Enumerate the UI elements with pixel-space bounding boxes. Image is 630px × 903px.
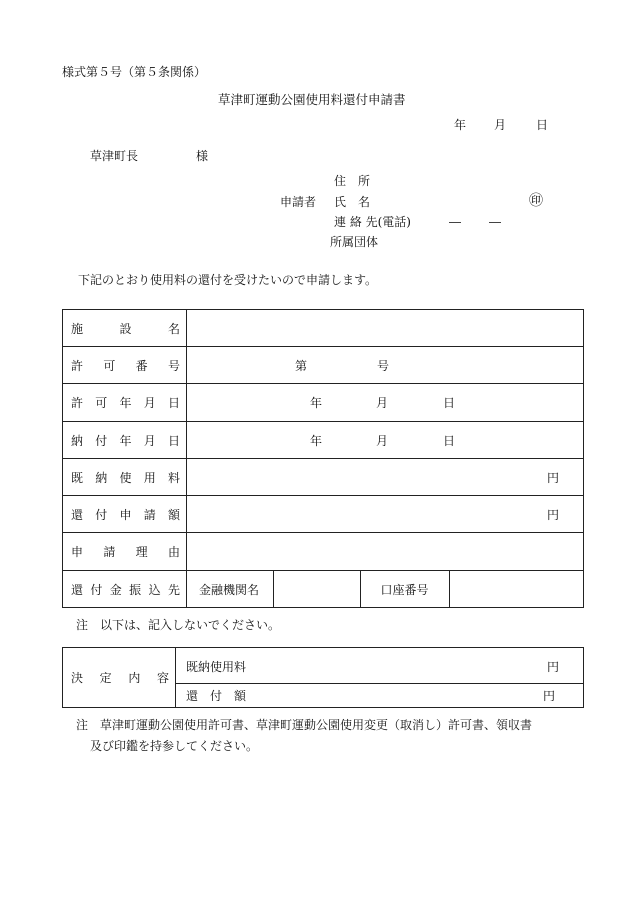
bank-name-field[interactable]: [273, 571, 360, 608]
account-number-field[interactable]: [449, 571, 583, 608]
decision-table: [62, 647, 584, 708]
row-permit-date: [63, 384, 583, 422]
note-do-not-fill: 注 以下は、記入しないでください。: [76, 618, 281, 632]
organization-label: 所属団体: [330, 235, 379, 249]
decision-paid-fee-label: 既納使用料: [186, 660, 247, 674]
row-refund-amount: [63, 496, 583, 533]
note-documents-line-2: 及び印鑑を持参してください。: [90, 739, 259, 753]
address-label: 住 所: [334, 174, 371, 188]
facility-name-label: 施 設 名: [63, 310, 187, 346]
decision-refund-unit: 円: [543, 689, 556, 703]
facility-name-field[interactable]: [187, 310, 583, 346]
applicant-label: 申請者: [280, 195, 317, 209]
permit-date-label: 許 可 年 月 日: [63, 384, 187, 421]
decision-paid-fee-unit: 円: [547, 660, 560, 674]
date-year: 年: [454, 118, 467, 132]
refund-amount-label: 還 付 申 請 額: [63, 496, 187, 532]
row-paid-fee: [63, 459, 583, 496]
payment-date-label: 納 付 年 月 日: [63, 422, 187, 458]
form-number: 様式第５号（第５条関係）: [62, 65, 207, 79]
date-month: 月: [494, 118, 507, 132]
permit-number-field[interactable]: 第 号: [295, 359, 390, 373]
row-facility-name: [63, 310, 583, 347]
permit-number-label: 許 可 番 号: [63, 347, 187, 383]
decision-label: 決 定 内 容: [63, 648, 176, 707]
intro-text: 下記のとおり使用料の還付を受けたいので申請します。: [78, 273, 378, 287]
reason-label: 申 請 理 由: [63, 533, 187, 570]
contact-dash-1: ―: [449, 215, 461, 229]
paid-fee-label: 既 納 使 用 料: [63, 459, 187, 495]
decision-refund-label: 還 付 額: [186, 689, 247, 703]
application-table: [62, 309, 584, 608]
name-label: 氏 名: [334, 195, 371, 209]
date-day: 日: [536, 118, 549, 132]
reason-field[interactable]: [187, 533, 583, 570]
payment-date-field[interactable]: 年 月 日: [310, 434, 456, 448]
honorific: 様: [196, 149, 209, 163]
row-payment-date: [63, 422, 583, 459]
transfer-label: 還 付 金 振 込 先: [63, 571, 187, 608]
permit-date-field[interactable]: 年 月 日: [310, 396, 456, 410]
row-permit-number: [63, 347, 583, 384]
account-number-label: 口座番号: [380, 583, 429, 597]
decision-refund-row: [176, 684, 583, 707]
decision-paid-fee-row: [176, 648, 583, 684]
refund-amount-field[interactable]: 円: [547, 508, 560, 522]
paid-fee-field[interactable]: 円: [547, 471, 560, 485]
row-transfer: [63, 571, 583, 608]
page-title: 草津町運動公園使用料還付申請書: [218, 92, 406, 107]
contact-dash-2: ―: [489, 215, 501, 229]
row-reason: [63, 533, 583, 571]
seal-mark: ㊞: [529, 193, 543, 209]
contact-label: 連 絡 先(電話): [334, 215, 411, 229]
bank-name-label: 金融機関名: [199, 583, 260, 597]
note-documents-line-1: 注 草津町運動公園使用許可書、草津町運動公園使用変更（取消し）許可書、領収書: [76, 718, 533, 732]
addressee: 草津町長: [90, 149, 139, 163]
